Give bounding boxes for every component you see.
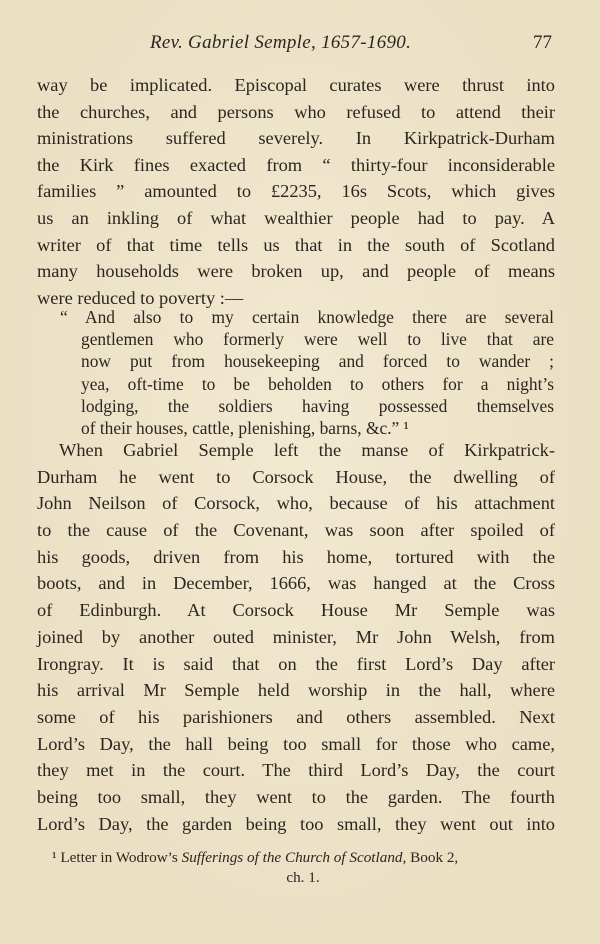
block-quote: [60, 306, 554, 439]
running-head-title: Rev. Gabriel Semple, 1657-1690.: [150, 32, 412, 53]
footnote-marker: ¹: [52, 849, 57, 866]
footnote-line-1: [48, 848, 558, 868]
paragraph-1: [37, 72, 555, 311]
text-line: John Neilson of Corsock, who, because of his attachment: [37, 493, 555, 514]
text-line: the churches, and persons who refused to attend their: [37, 101, 555, 122]
footnote-suffix: Book 2,: [410, 849, 459, 866]
text-line: us an inkling of what wealthier people had to pay. A: [37, 207, 555, 228]
quote-line: now put from housekeeping and forced to wander ;: [81, 351, 554, 372]
quote-line: lodging, the soldiers having possessed themselves: [81, 395, 554, 416]
text-line: were reduced to poverty :—: [37, 287, 244, 308]
text-line: Lord’s Day, the garden being too small, they went out into: [37, 813, 555, 834]
footnote-book-title: Sufferings of the Church of Scotland,: [181, 849, 407, 866]
text-line: his goods, driven from his home, tortured with the: [37, 546, 555, 567]
text-line: to the cause of the Covenant, was soon after spoiled of: [37, 520, 555, 541]
paragraph-2: [37, 437, 555, 837]
quote-line: of their houses, cattle, plenishing, barns, &c.” ¹: [81, 417, 409, 438]
quote-line: gentlemen who formerly were well to live that are: [81, 329, 554, 350]
text-line: writer of that time tells us that in the south of Scotland: [37, 234, 555, 255]
text-line: his arrival Mr Semple held worship in the hall, where: [37, 680, 555, 701]
footnote-prefix: Letter in Wodrow’s: [60, 849, 178, 866]
text-line: joined by another outed minister, Mr John Welsh, from: [37, 626, 555, 647]
text-line: being too small, they went to the garden. The fourth: [37, 786, 555, 807]
text-line: families ” amounted to £2235, 16s Scots, which gives: [37, 181, 555, 202]
text-line: Lord’s Day, the hall being too small for those who came,: [37, 733, 555, 754]
text-line: many households were broken up, and people of means: [37, 261, 555, 282]
text-line: way be implicated. Episcopal curates were thrust into: [37, 75, 555, 95]
text-line: boots, and in December, 1666, was hanged at the Cross: [37, 573, 555, 594]
text-line: ministrations suffered severely. In Kirkpatrick-Durham: [37, 128, 555, 149]
text-line: some of his parishioners and others assembled. Next: [37, 706, 555, 727]
text-line: Irongray. It is said that on the first Lord’s Day after: [37, 653, 555, 674]
footnote-line-2: ch. 1.: [286, 869, 320, 886]
quote-line: “ And also to my certain knowledge there are several: [60, 307, 554, 327]
text-line: of Edinburgh. At Corsock House Mr Semple was: [37, 600, 555, 621]
quote-line: yea, oft-time to be beholden to others for a night’s: [81, 373, 554, 394]
text-line: they met in the court. The third Lord’s Day, the court: [37, 760, 555, 781]
text-line: the Kirk fines exacted from “ thirty-four inconsiderable: [37, 154, 555, 175]
running-head: [0, 32, 600, 58]
page-number: 77: [533, 32, 552, 53]
text-line: Durham he went to Corsock House, the dwelling of: [37, 466, 555, 487]
footnote: [48, 848, 558, 888]
text-line: When Gabriel Semple left the manse of Kirkpatrick-: [59, 440, 555, 460]
